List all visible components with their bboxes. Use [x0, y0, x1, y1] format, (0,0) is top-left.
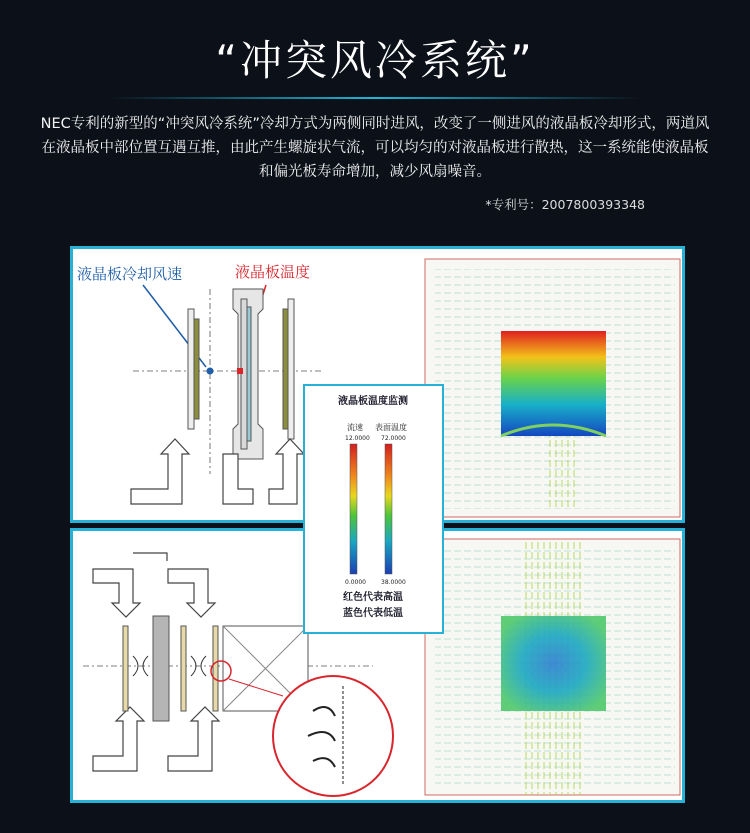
legend-col-temp: 表面温度: [375, 423, 407, 432]
legend-note-blue: 蓝色代表低温: [343, 608, 403, 619]
temperature-legend: [303, 384, 444, 634]
wind-speed-label: 液晶板冷却风速: [77, 265, 183, 283]
legend-title: 液晶板温度监测: [338, 396, 408, 407]
description-text: NEC专利的新型的“冲突风冷系统”冷却方式为两侧同时进风，改变了一侧进风的液晶板冷却形式，两道风在液晶板中部位置互遇互推，由此产生螺旋状气流，可以均匀的对液晶板进行散热，这一系统能使液晶板和偏光板寿命增加，减少风扇噪音。: [40, 116, 710, 180]
legend-temp-max: 72.0000: [381, 435, 406, 442]
title-underline: [110, 97, 640, 99]
temperature-label: 液晶板温度: [235, 263, 311, 281]
legend-col-speed: 流速: [347, 423, 363, 432]
legend-speed-min: 0.0000: [345, 579, 366, 586]
legend-graphic: [305, 386, 442, 632]
legend-temp-min: 38.0000: [381, 579, 406, 586]
patent-number: *专利号：2007800393348: [485, 197, 645, 212]
legend-note-red: 红色代表高温: [343, 592, 403, 603]
legend-speed-max: 12.0000: [345, 435, 370, 442]
page-title: “冲突风冷系统”: [215, 36, 535, 85]
